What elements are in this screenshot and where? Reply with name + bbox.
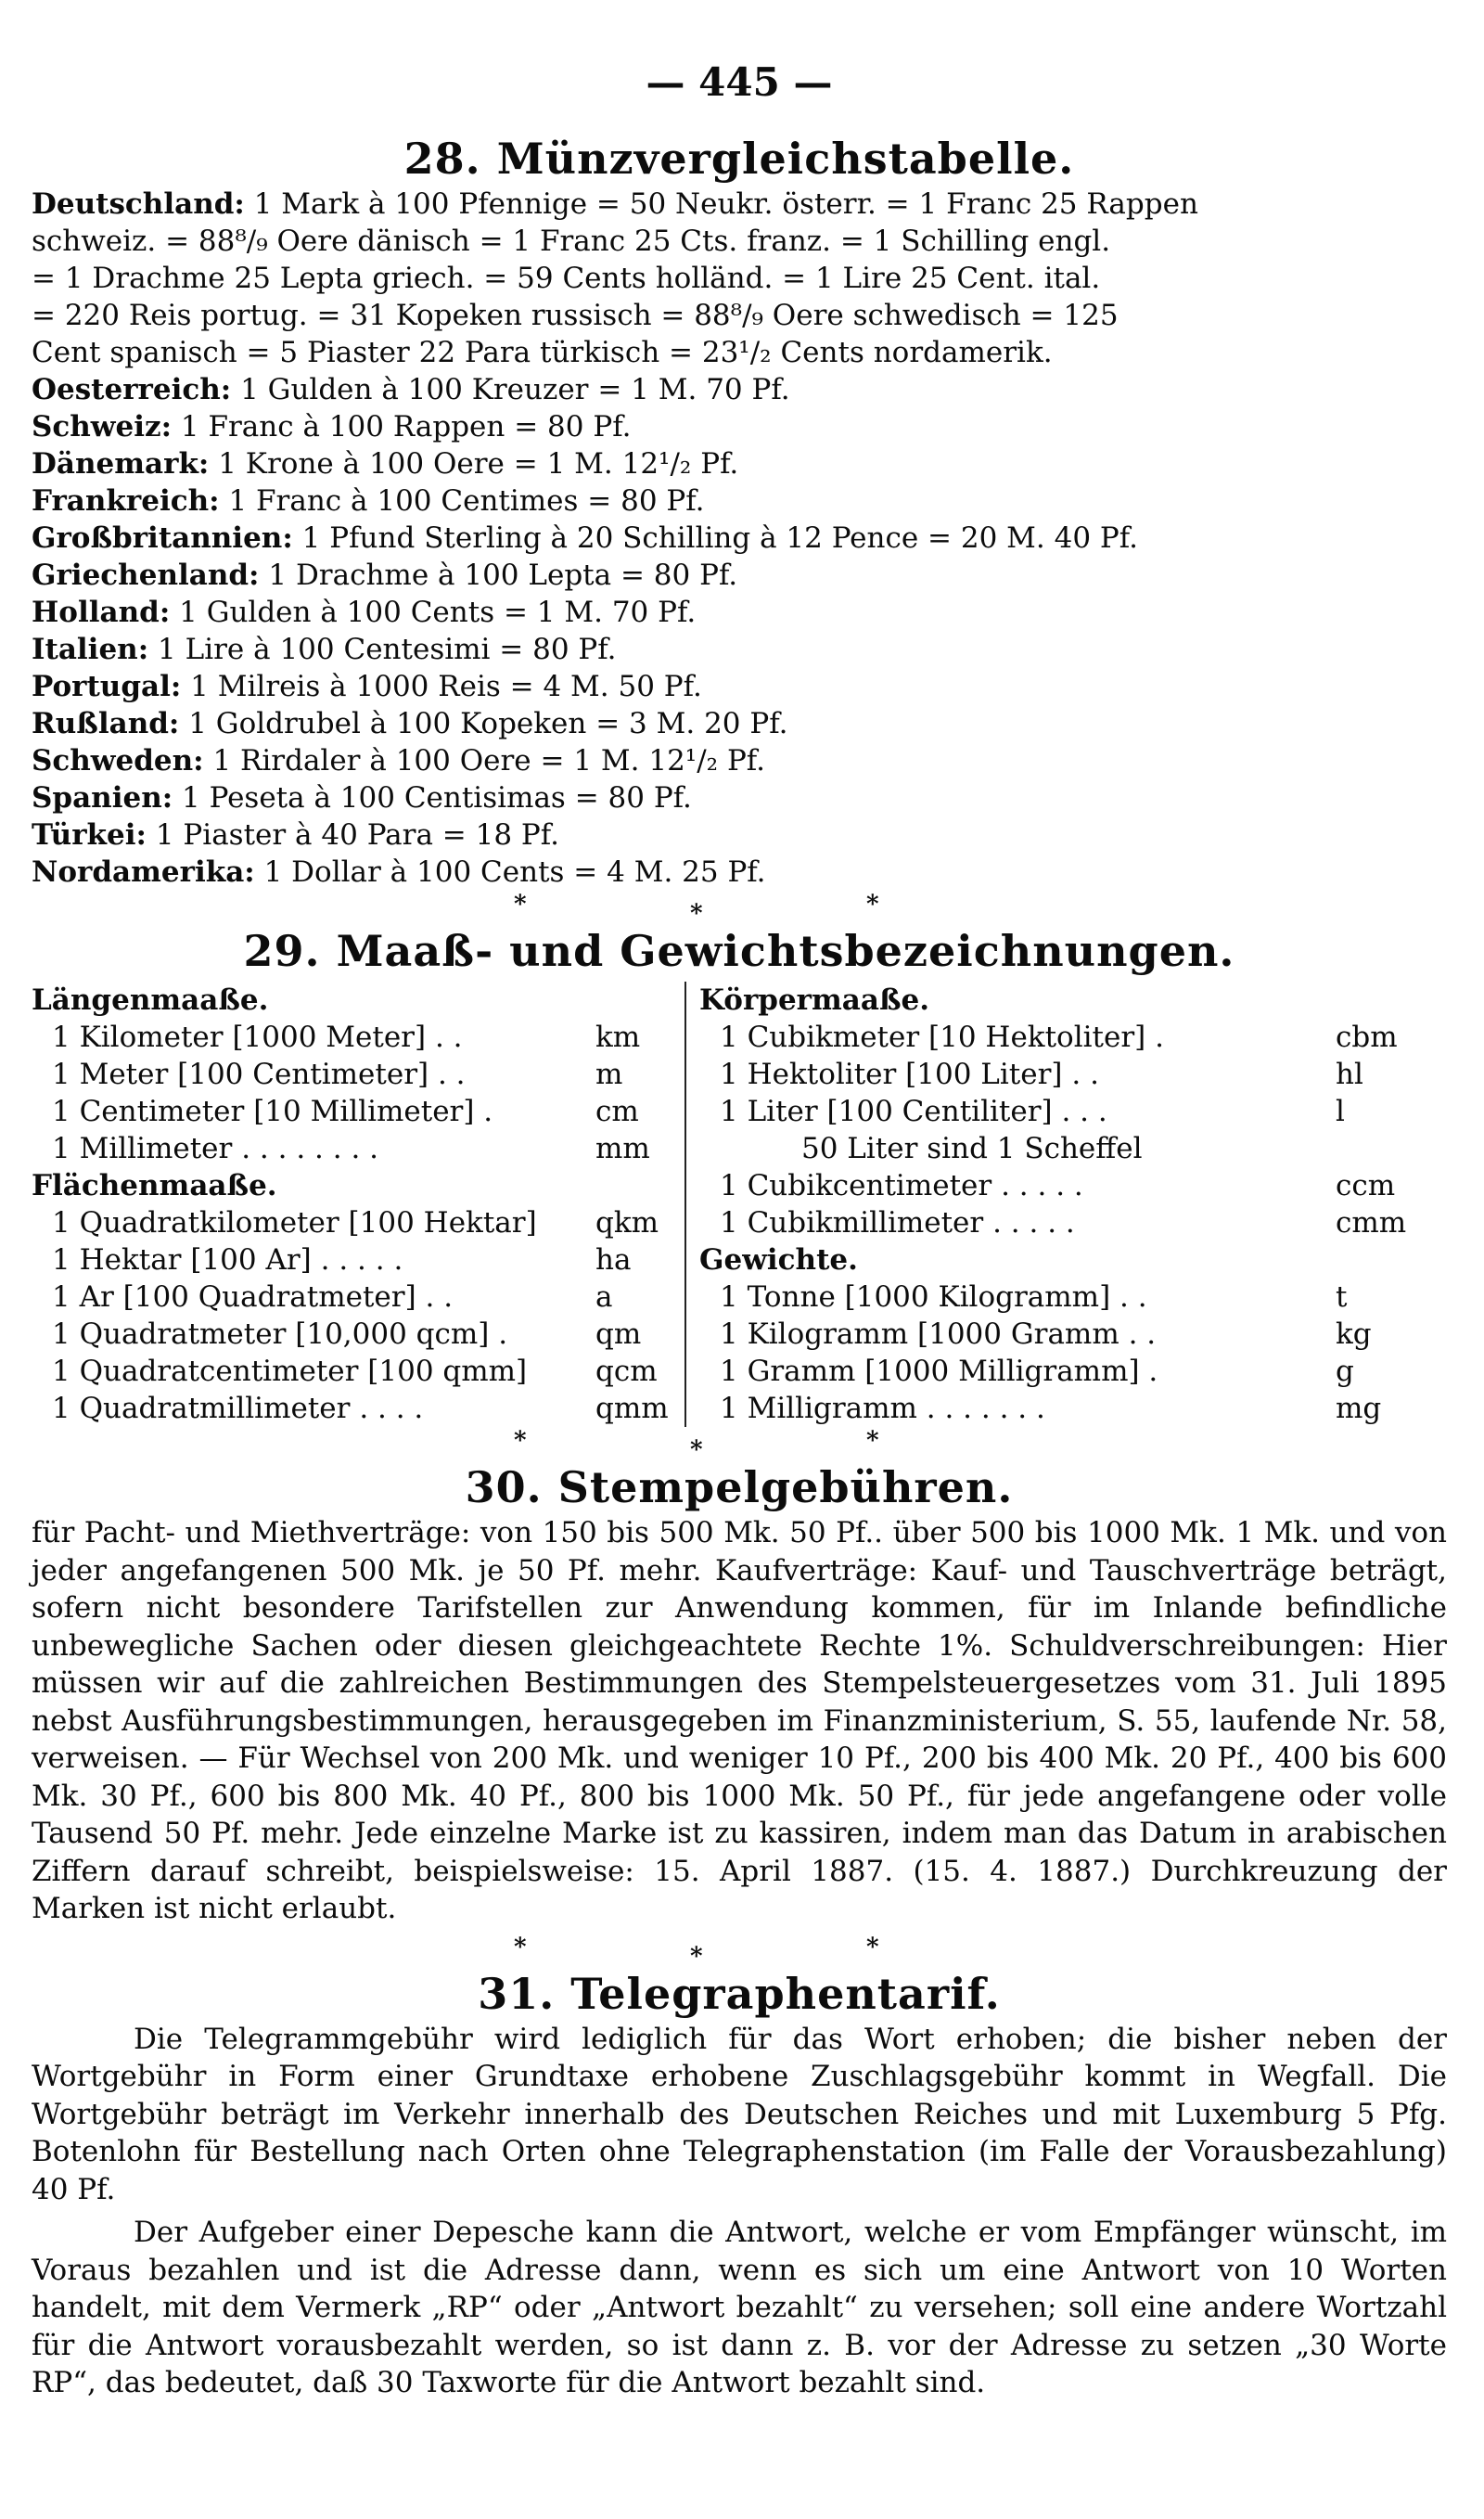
measure-description: 1 Milligramm . . . . . . . [720, 1392, 1045, 1425]
country-label: Großbritannien: [32, 521, 293, 555]
country-label: Dänemark: [32, 447, 210, 481]
measure-row [32, 1279, 684, 1316]
currency-text: 1 Piaster à 40 Para = 18 Pf. [146, 818, 560, 852]
star: * [866, 1427, 879, 1455]
measure-abbreviation: qmm [595, 1392, 669, 1425]
measure-description: 1 Hektoliter [100 Liter] . . [720, 1058, 1099, 1091]
measure-description: 1 Gramm [1000 Milligramm] . [720, 1355, 1158, 1388]
separator-stars [32, 891, 1447, 928]
currency-text: 1 Dollar à 100 Cents = 4 M. 25 Pf. [254, 855, 766, 889]
measure-note-text: 50 Liter sind 1 Scheffel [801, 1132, 1143, 1165]
currency-line [32, 557, 1447, 594]
currency-text: 1 Drachme à 100 Lepta = 80 Pf. [259, 559, 738, 592]
country-label: Nordamerika: [32, 855, 255, 889]
currency-line [32, 445, 1447, 482]
measure-abbreviation: m [595, 1058, 623, 1091]
currency-line [32, 594, 1447, 631]
measure-row [699, 1279, 1447, 1316]
measure-abbreviation: cbm [1336, 1021, 1398, 1054]
section-29-title: 29. Maaß- und Gewichtsbezeichnungen. [243, 926, 1235, 976]
country-label: Oesterreich: [32, 373, 232, 406]
page-number: — 445 — [646, 59, 833, 105]
measure-row [699, 1390, 1447, 1427]
star: * [514, 1933, 527, 1961]
stamp-duties-text: für Pacht- und Miethverträge: von 150 bis 500 Mk. 50 Pf.. über 500 bis 1000 Mk. 1 Mk. und von jeder angefangenen 500 Mk. je 50 Pf. mehr. Kaufverträge: Kauf- und Tauschverträge beträgt, sofern nicht besondere Tarifstellen zur Anwendung kommen, für im Inlande befindliche unbewegliche Sachen oder diesen gleichgeachtete Rechte 1%. Schuldverschreibungen: Hier müssen wir auf die zahlreichen Bestimmungen des Stempelsteuergesetzes vom 31. Juli 1895 nebst Ausführungsbestimmungen, herausgegeben im Finanzministerium, S. 55, laufende Nr. 58, verweisen. — Für Wechsel von 200 Mk. und weniger 10 Pf., 200 bis 400 Mk. 20 Pf., 400 bis 600 Mk. 30 Pf., 600 bis 800 Mk. 40 Pf., 800 bis 1000 Mk. 50 Pf., für jede angefangene oder volle Tausend 50 Pf. mehr. Jede einzelne Marke ist zu kassiren, indem man das Datum in arabischen Ziffern darauf schreibt, beispielsweise: 15. April 1887. (15. 4. 1887.) Durchkreuzung der Marken ist nicht erlaubt. [32, 1516, 1447, 1925]
currency-line [32, 408, 1447, 445]
measure-abbreviation: ha [595, 1243, 632, 1277]
currency-line [32, 742, 1447, 779]
currency-line [32, 816, 1447, 854]
currency-line [32, 371, 1447, 408]
measure-description: 1 Tonne [1000 Kilogramm] . . [720, 1280, 1147, 1314]
star: * [690, 900, 703, 928]
measure-description: 1 Kilogramm [1000 Gramm . . [720, 1317, 1157, 1351]
currency-text: 1 Mark à 100 Pfennige = 50 Neukr. österr. = 1 Franc 25 Rappen [244, 187, 1198, 221]
measure-description: 1 Millimeter . . . . . . . . [52, 1132, 379, 1165]
measure-category: Längenmaaße. [32, 983, 269, 1017]
telegraph-paragraph-1: Die Telegrammgebühr wird lediglich für das Wort erhoben; die bisher neben der Wortgebühr in Form einer Grundtaxe erhobene Zuschlagsgebühr kommt in Wegfall. Die Wortgebühr beträgt im Verkehr innerhalb des Deutschen Reiches und mit Luxemburg 5 Pfg. Botenlohn für Bestellung nach Orten ohne Telegraphenstation (im Falle der Vorausbezahlung) 40 Pf. [32, 2022, 1447, 2206]
measure-row [699, 1056, 1447, 1093]
star: * [514, 891, 527, 919]
measure-abbreviation: qm [595, 1317, 642, 1351]
measure-abbreviation: qkm [595, 1206, 659, 1240]
measure-abbreviation: cm [595, 1095, 639, 1128]
measure-description: 1 Quadratmillimeter . . . . [52, 1392, 424, 1425]
currency-text: 1 Lire à 100 Centesimi = 80 Pf. [148, 633, 617, 666]
currency-line [32, 482, 1447, 520]
measure-abbreviation: l [1336, 1095, 1345, 1128]
measures-left-column [32, 982, 686, 1427]
section-30-title: 30. Stempelgebühren. [465, 1462, 1014, 1512]
currency-line [32, 334, 1447, 371]
measure-abbreviation: kg [1336, 1317, 1372, 1351]
measure-category: Gewichte. [699, 1243, 858, 1277]
measure-row [32, 1204, 684, 1241]
currency-line [32, 705, 1447, 742]
measures-right-column [686, 982, 1447, 1427]
measure-row [32, 1390, 684, 1427]
measure-abbreviation: km [595, 1021, 641, 1054]
star: * [866, 891, 879, 919]
section-31-title: 31. Telegraphentarif. [478, 1968, 1001, 2019]
measure-description: 1 Quadratkilometer [100 Hektar] [52, 1206, 537, 1240]
currency-text: Cent spanisch = 5 Piaster 22 Para türkisch = 23¹/₂ Cents nordamerik. [32, 336, 1053, 369]
measure-row [699, 1204, 1447, 1241]
measure-abbreviation: a [595, 1280, 613, 1314]
currency-line [32, 186, 1447, 223]
telegraph-paragraph-2: Der Aufgeber einer Depesche kann die Antwort, welche er vom Empfänger wünscht, im Voraus bezahlen und ist die Adresse dann, wenn es sich um eine Antwort von 10 Worten handelt, mit dem Vermerk „RP“ oder „Antwort bezahlt“ zu versehen; soll eine andere Wortzahl für die Antwort vorausbezahlt werden, so ist dann z. B. vor der Adresse zu setzen „30 Worte RP“, das bedeutet, daß 30 Taxworte für die Antwort bezahlt sind. [32, 2216, 1447, 2399]
measure-abbreviation: ccm [1336, 1169, 1396, 1202]
measure-abbreviation: mg [1336, 1392, 1382, 1425]
measure-row [32, 1056, 684, 1093]
currency-text: 1 Peseta à 100 Centisimas = 80 Pf. [173, 781, 692, 815]
measure-abbreviation: cmm [1336, 1206, 1407, 1240]
measure-note [699, 1130, 1447, 1167]
star: * [690, 1436, 703, 1464]
currency-line [32, 260, 1447, 297]
measure-row [699, 1167, 1447, 1204]
currency-text: 1 Pfund Sterling à 20 Schilling à 12 Pence = 20 M. 40 Pf. [292, 521, 1138, 555]
measure-row [32, 1093, 684, 1130]
measure-row [32, 1316, 684, 1353]
measure-description: 1 Hektar [100 Ar] . . . . . [52, 1243, 403, 1277]
measure-row [32, 1241, 684, 1279]
currency-line [32, 631, 1447, 668]
currency-line [32, 779, 1447, 816]
country-label: Portugal: [32, 670, 182, 703]
country-label: Türkei: [32, 818, 147, 852]
star: * [690, 1942, 703, 1971]
country-label: Italien: [32, 633, 149, 666]
country-label: Schweden: [32, 744, 204, 778]
currency-line [32, 520, 1447, 557]
currency-text: 1 Franc à 100 Centimes = 80 Pf. [219, 484, 705, 518]
currency-line [32, 223, 1447, 260]
currency-text: = 1 Drachme 25 Lepta griech. = 59 Cents holländ. = 1 Lire 25 Cent. ital. [32, 262, 1101, 295]
star: * [866, 1933, 879, 1961]
measure-category: Körpermaaße. [699, 983, 930, 1017]
separator-stars [32, 1933, 1447, 1971]
measure-category: Flächenmaaße. [32, 1169, 277, 1202]
measure-description: 1 Meter [100 Centimeter] . . [52, 1058, 466, 1091]
measure-row [699, 1353, 1447, 1390]
country-label: Griechenland: [32, 559, 260, 592]
measures-table [32, 982, 1447, 1427]
measure-abbreviation: hl [1336, 1058, 1363, 1091]
measure-description: 1 Quadratmeter [10,000 qcm] . [52, 1317, 508, 1351]
measure-row [699, 1316, 1447, 1353]
measure-description: 1 Liter [100 Centiliter] . . . [720, 1095, 1107, 1128]
measure-abbreviation: g [1336, 1355, 1354, 1388]
measure-description: 1 Centimeter [10 Millimeter] . [52, 1095, 493, 1128]
currency-line [32, 297, 1447, 334]
country-label: Deutschland: [32, 187, 245, 221]
measure-abbreviation: mm [595, 1132, 650, 1165]
measure-row [699, 1019, 1447, 1056]
separator-stars [32, 1427, 1447, 1464]
measure-description: 1 Ar [100 Quadratmeter] . . [52, 1280, 454, 1314]
measure-description: 1 Quadratcentimeter [100 qmm] [52, 1355, 528, 1388]
measure-row [32, 1353, 684, 1390]
currency-text: 1 Gulden à 100 Kreuzer = 1 M. 70 Pf. [231, 373, 790, 406]
country-label: Schweiz: [32, 410, 173, 443]
currency-text: 1 Rirdaler à 100 Oere = 1 M. 12¹/₂ Pf. [203, 744, 766, 778]
currency-line [32, 854, 1447, 891]
currency-table [32, 186, 1447, 891]
currency-text: 1 Milreis à 1000 Reis = 4 M. 50 Pf. [181, 670, 702, 703]
country-label: Holland: [32, 596, 171, 629]
currency-text: = 220 Reis portug. = 31 Kopeken russisch = 88⁸/₉ Oere schwedisch = 125 [32, 299, 1119, 332]
currency-line [32, 668, 1447, 705]
currency-text: 1 Krone à 100 Oere = 1 M. 12¹/₂ Pf. [209, 447, 739, 481]
measure-description: 1 Cubikmillimeter . . . . . [720, 1206, 1075, 1240]
measure-description: 1 Cubikmeter [10 Hektoliter] . [720, 1021, 1164, 1054]
measure-row [32, 1019, 684, 1056]
country-label: Spanien: [32, 781, 173, 815]
star: * [514, 1427, 527, 1455]
measure-abbreviation: t [1336, 1280, 1348, 1314]
currency-text: 1 Gulden à 100 Cents = 1 M. 70 Pf. [170, 596, 697, 629]
measure-abbreviation: qcm [595, 1355, 658, 1388]
currency-text: schweiz. = 88⁸/₉ Oere dänisch = 1 Franc 25 Cts. franz. = 1 Schilling engl. [32, 225, 1111, 258]
measure-description: 1 Cubikcentimeter . . . . . [720, 1169, 1083, 1202]
country-label: Rußland: [32, 707, 180, 740]
measure-row [32, 1130, 684, 1167]
measure-row [699, 1093, 1447, 1130]
currency-text: 1 Goldrubel à 100 Kopeken = 3 M. 20 Pf. [179, 707, 788, 740]
currency-text: 1 Franc à 100 Rappen = 80 Pf. [172, 410, 632, 443]
section-28-title: 28. Münzvergleichstabelle. [403, 134, 1075, 184]
measure-description: 1 Kilometer [1000 Meter] . . [52, 1021, 463, 1054]
country-label: Frankreich: [32, 484, 220, 518]
